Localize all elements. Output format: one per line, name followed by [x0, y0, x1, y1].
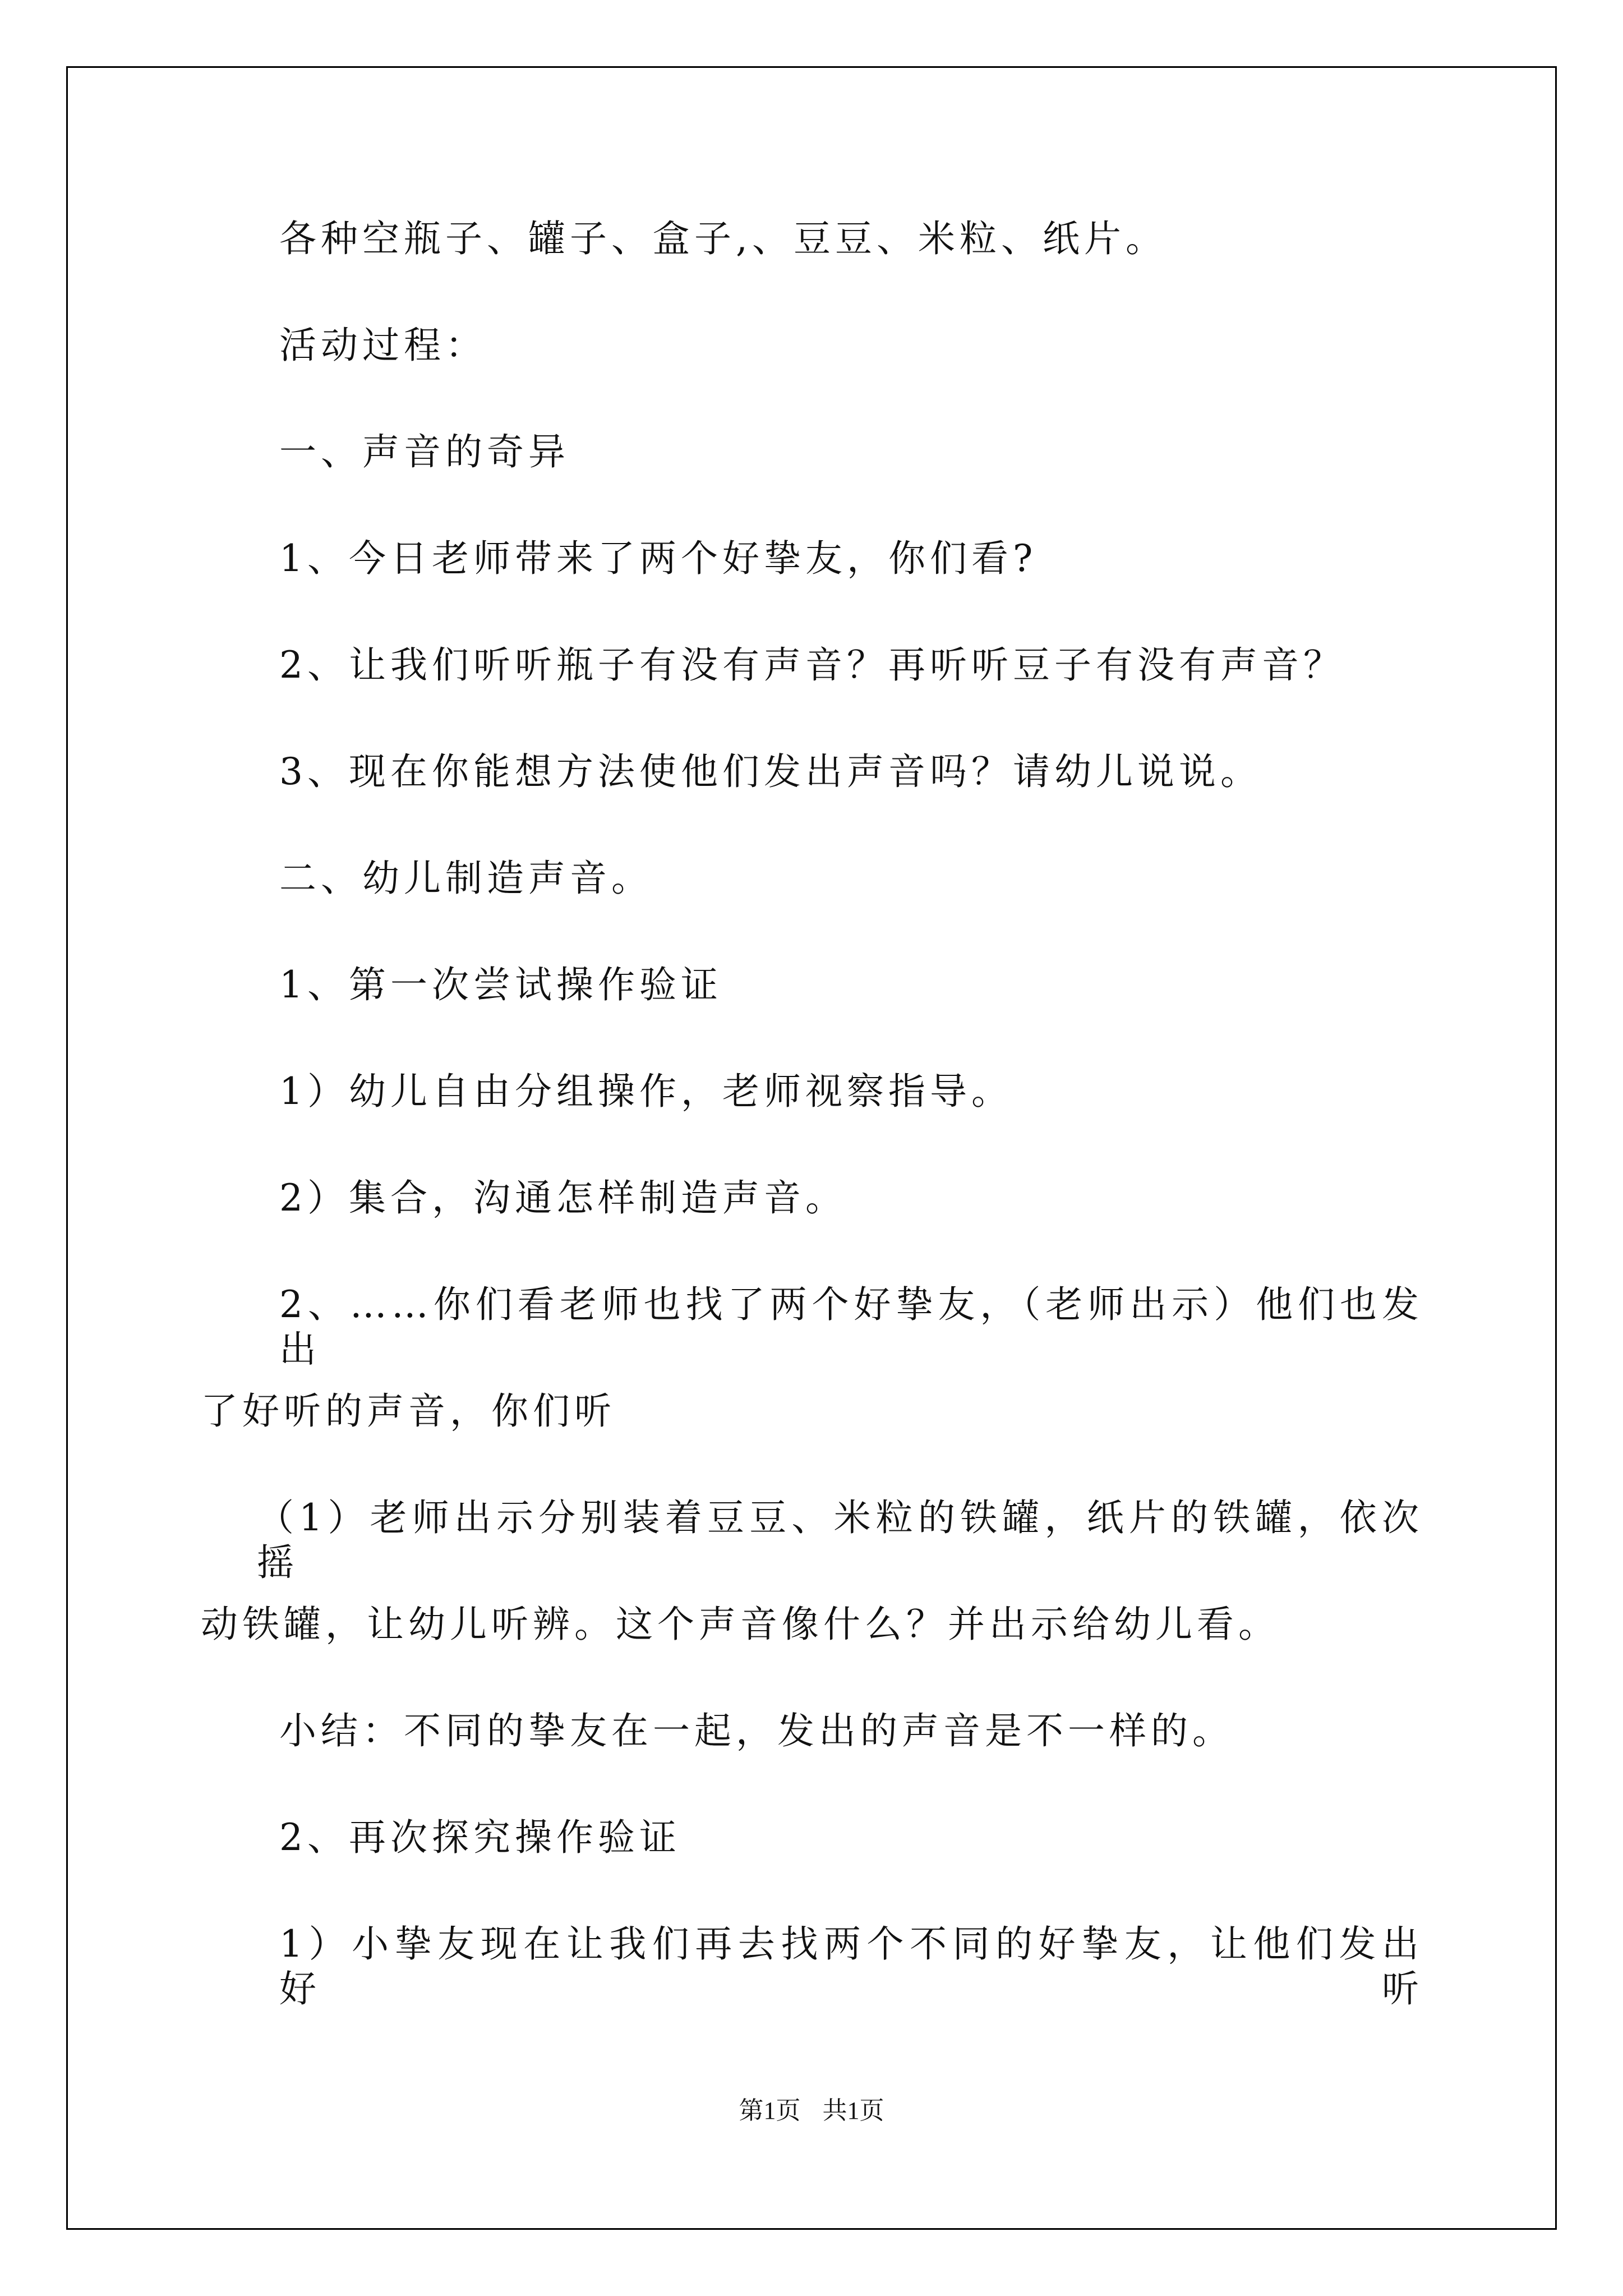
text-line: 2、……你们看老师也找了两个好挚友，（老师出示）他们也发出 [279, 1283, 1423, 1371]
text-line: 1）幼儿自由分组操作，老师视察指导。 [279, 1070, 1013, 1113]
text-line: 活动过程： [279, 324, 487, 367]
text-line: 动铁罐，让幼儿听辨。这个声音像什么？并出示给幼儿看。 [201, 1603, 1280, 1646]
page-number-total: 共1页 [822, 2097, 884, 2124]
text-line: 各种空瓶子、罐子、盒子,、豆豆、米粒、纸片。 [279, 217, 1167, 260]
text-line: 2、让我们听听瓶子有没有声音？再听听豆子有没有声音？ [279, 643, 1345, 687]
text-line: 1、第一次尝试操作验证 [279, 963, 722, 1006]
page-number-current: 第1页 [739, 2097, 801, 2124]
text-line: 1、今日老师带来了两个好挚友，你们看? [279, 537, 1038, 580]
text-line: 一、声音的奇异 [279, 430, 570, 473]
text-line: 2、再次探究操作验证 [279, 1816, 681, 1859]
text-line: 二、幼儿制造声音。 [279, 857, 653, 900]
text-line: 了好听的声音，你们听 [201, 1389, 616, 1433]
text-line: （1）老师出示分别装着豆豆、米粒的铁罐，纸片的铁罐，依次摇 [257, 1496, 1423, 1584]
text-line: 3、现在你能想方法使他们发出声音吗？请幼儿说说。 [279, 750, 1262, 793]
page-frame [66, 66, 1557, 2230]
text-line: 1）小挚友现在让我们再去找两个不同的好挚友，让他们发出好听 [279, 1922, 1423, 2010]
page-footer [0, 2095, 1623, 2127]
text-line: 2）集合，沟通怎样制造声音。 [279, 1176, 847, 1220]
text-line: 小结：不同的挚友在一起，发出的声音是不一样的。 [279, 1709, 1234, 1752]
